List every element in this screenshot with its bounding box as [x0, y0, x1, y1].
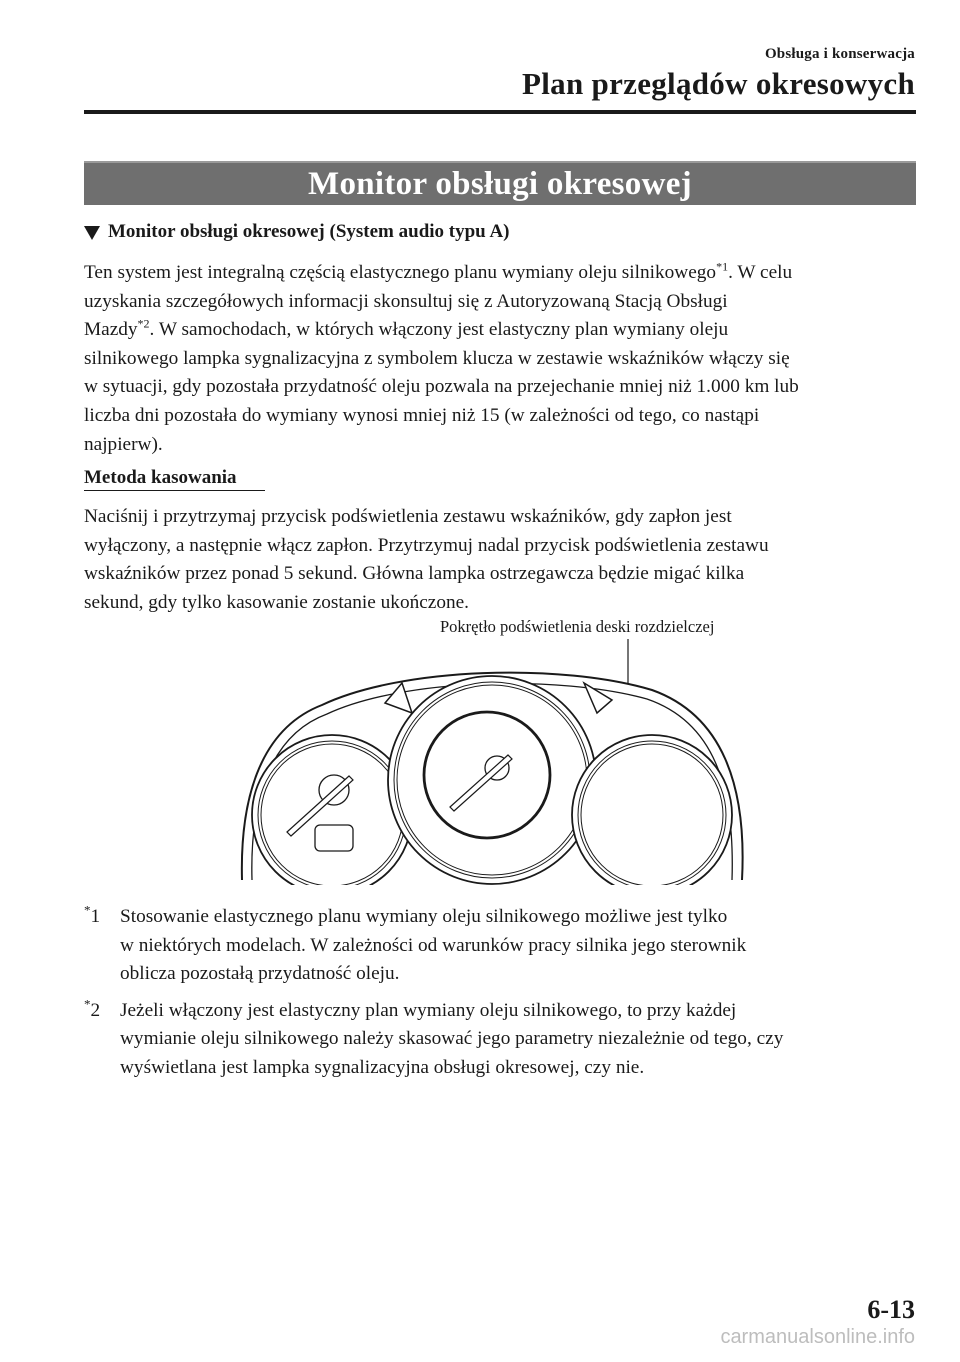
intro-line-5: w sytuacji, gdy pozostała przydatność oleju pozwala na przejechanie mniej niż 1.000 km lub [84, 376, 799, 398]
footnote-1-marker: *1 [84, 902, 101, 927]
method-line-2: wyłączony, a następnie włącz zapłon. Przytrzymuj nadal przycisk podświetlenia zestawu [84, 534, 769, 556]
method-paragraph [84, 503, 924, 617]
left-gauge-display [315, 825, 353, 851]
intro-line-3: Mazdy$^{*2}$. W samochodach, w których włączony jest elastyczny plan wymiany oleju [84, 316, 729, 341]
intro-line-1: Ten system jest integralną częścią elastycznego planu wymiany oleju silnikowego$^{*1}$. W celu [84, 259, 793, 283]
method-line-4: sekund, gdy tylko kasowanie zostanie ukończone. [84, 591, 469, 613]
banner-title: Monitor obsługi okresowej [308, 165, 692, 202]
footnote-2 [84, 997, 924, 1083]
header-divider [84, 110, 916, 114]
method-line-1: Naciśnij i przytrzymaj przycisk podświetlenia zestawu wskaźników, gdy zapłon jest [84, 506, 732, 527]
footnote-2-line-3: wyświetlana jest lampka sygnalizacyjna obsługi okresowej, czy nie. [120, 1056, 645, 1078]
footnote-1 [84, 903, 924, 989]
method-line-3: wskaźników przez ponad 5 sekund. Główna lampka ostrzegawcza będzie migać kilka [84, 563, 745, 585]
dimmer-knob-callout: Pokrętło podświetlenia deski rozdzielczej [440, 617, 715, 636]
footnote-2-line-2: wymianie oleju silnikowego należy skasować jego parametry niezależnie od tego, czy [120, 1028, 784, 1050]
intro-line-2: uzyskania szczegółowych informacji skonsultuj się z Autoryzowaną Stacją Obsługi [84, 290, 728, 312]
footnote-1-line-1: Stosowanie elastycznego planu wymiany oleju silnikowego możliwe jest tylko [120, 906, 728, 927]
intro-paragraph [84, 259, 924, 459]
watermark: carmanualsonline.info [720, 1326, 915, 1348]
footnote-1-line-3: oblicza pozostałą przydatność oleju. [120, 963, 400, 985]
left-gauge-outer [252, 735, 412, 885]
footnotes [84, 903, 924, 1091]
subheading-text: Monitor obsługi okresowej (System audio typu A) [108, 221, 510, 242]
intro-line-7: najpierw). [84, 433, 163, 455]
triangle-bullet-icon [84, 226, 100, 240]
intro-line-4: silnikowego lampka sygnalizacyjna z symbolem klucza w zestawie wskaźników włączy się [84, 347, 790, 369]
footnote-2-marker: *2 [84, 996, 101, 1021]
subheading [84, 221, 510, 243]
right-gauge-outer [572, 735, 732, 885]
footnote-ref-2[interactable]: *2 [137, 316, 150, 331]
method-underline [84, 490, 265, 491]
page-title: Plan przeglądów okresowych [522, 66, 915, 101]
intro-line-6: liczba dni pozostała do wymiany wynosi mniej niż 15 (w zależności od tego, co nastąpi [84, 404, 760, 426]
section-label: Obsługa i konserwacja [764, 46, 915, 62]
footnote-2-line-1: Jeżeli włączony jest elastyczny plan wymiany oleju silnikowego, to przy każdej [120, 999, 737, 1021]
page-number: 6-13 [867, 1295, 915, 1324]
instrument-cluster-illustration [232, 635, 752, 885]
method-heading: Metoda kasowania [84, 467, 237, 488]
section-banner [84, 161, 916, 205]
footnote-ref-1[interactable]: *1 [716, 259, 729, 274]
footnote-1-line-2: w niektórych modelach. W zależności od warunków pracy silnika jego sterownik [120, 934, 747, 956]
